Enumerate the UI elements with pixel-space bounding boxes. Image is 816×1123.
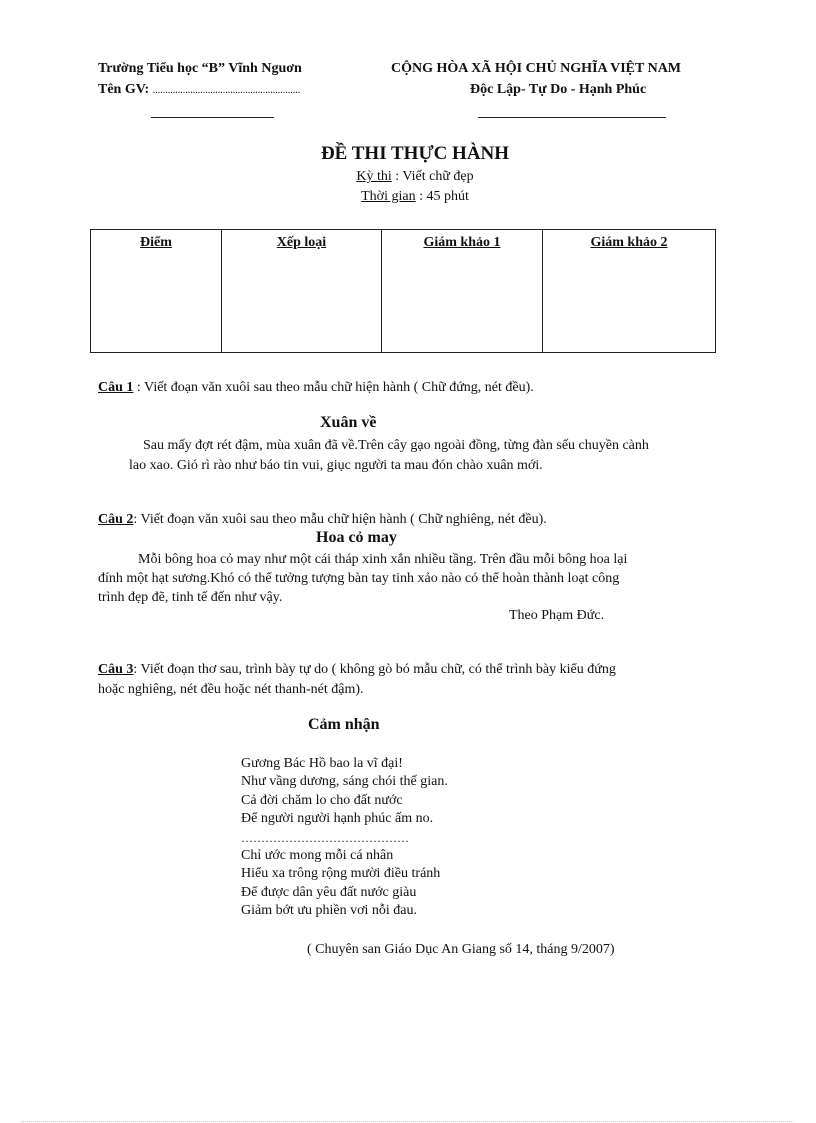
time-label: Thời gian xyxy=(361,189,416,204)
grade-col-score: Điểm xyxy=(91,230,222,353)
teacher-label: Tên GV: xyxy=(98,82,150,97)
q2-instruction xyxy=(98,510,547,529)
exam-label: Kỳ thi xyxy=(356,169,392,184)
left-header-rule xyxy=(151,117,274,118)
poem-line: Chỉ ước mong mỗi cá nhân xyxy=(241,848,394,864)
q1-heading: Xuân về xyxy=(320,414,377,431)
q1-instruction-text: : Viết đoạn văn xuôi sau theo mẫu chữ hiện hành ( Chữ đứng, nét đều). xyxy=(133,380,534,395)
q2-line-2: đính một hạt sương.Khó có thể tưởng tượng bàn tay tinh xảo nào có thể hoàn thành loạt công xyxy=(98,571,620,586)
q3-instruction-2: hoặc nghiêng, nét đều hoặc nét thanh-nét đậm). xyxy=(98,682,364,697)
q1-line-2: lao xao. Gió rì rào như báo tin vui, giục người ta mau đón chào xuân mới. xyxy=(129,458,543,473)
time-value: : 45 phút xyxy=(415,189,469,204)
exam-value: : Viết chữ đẹp xyxy=(391,169,474,184)
q3-source: ( Chuyên san Giáo Dục An Giang số 14, tháng 9/2007) xyxy=(307,942,615,957)
teacher-line xyxy=(98,82,300,98)
page-bottom-border xyxy=(22,1121,794,1122)
grade-col-examiner-2: Giám khảo 2 xyxy=(543,230,716,353)
grade-col-rank: Xếp loại xyxy=(222,230,382,353)
q2-line-1: Mỗi bông hoa cỏ may như một cái tháp xinh xắn nhiều tầng. Trên đầu mỗi bông hoa lại xyxy=(138,552,628,567)
poem-line: Hiểu xa trông rộng mười điều tránh xyxy=(241,866,441,882)
poem-line: Để người người hạnh phúc ấm no. xyxy=(241,811,434,827)
q2-label: Câu 2 xyxy=(98,512,134,527)
poem-line: Gương Bác Hồ bao la vĩ đại! xyxy=(241,756,403,771)
poem-line: Như vầng dương, sáng chói thế gian. xyxy=(241,774,448,790)
q3-label: Câu 3 xyxy=(98,662,134,677)
teacher-dots: ........................................................... xyxy=(152,85,301,96)
poem-line: Giảm bớt ưu phiền vơi nỗi đau. xyxy=(241,903,417,919)
page-title: ĐỀ THI THỰC HÀNH xyxy=(320,143,510,164)
q2-line-3: trình đẹp đẽ, tinh tế đến như vậy. xyxy=(98,590,283,605)
motto: Độc Lập- Tự Do - Hạnh Phúc xyxy=(470,82,647,97)
q2-heading: Hoa cỏ may xyxy=(316,529,397,546)
grade-table xyxy=(90,229,716,353)
q3-instruction-text: : Viết đoạn thơ sau, trình bày tự do ( không gò bó mẫu chữ, có thể trình bày kiểu đứng xyxy=(133,662,616,677)
school-name: Trường Tiểu học “B” Vĩnh Nguơn xyxy=(98,61,302,76)
poem-ellipsis: …………………………………… xyxy=(241,830,409,845)
q2-instruction-text: : Viết đoạn văn xuôi sau theo mẫu chữ hiện hành ( Chữ nghiêng, nét đều). xyxy=(133,512,547,527)
grade-col-examiner-1: Giám khảo 1 xyxy=(382,230,543,353)
poem-line: Cả đời chăm lo cho đất nước xyxy=(241,792,403,808)
q3-instruction-1 xyxy=(98,660,616,679)
right-header-rule xyxy=(478,117,666,118)
time-line xyxy=(0,189,816,205)
poem xyxy=(241,755,448,921)
exam-line xyxy=(0,169,816,185)
poem-line: Để được dân yêu đất nước giàu xyxy=(241,884,417,900)
q2-source: Theo Phạm Đức. xyxy=(509,608,605,623)
q1-instruction xyxy=(98,378,534,397)
nation-name: CỘNG HÒA XÃ HỘI CHỦ NGHĨA VIỆT NAM xyxy=(391,61,682,76)
q1-label: Câu 1 xyxy=(98,380,134,395)
q1-line-1: Sau mấy đợt rét đậm, mùa xuân đã về.Trên cây gạo ngoài đồng, từng đàn sếu chuyền cành xyxy=(143,438,649,453)
q3-heading: Cảm nhận xyxy=(308,716,380,733)
